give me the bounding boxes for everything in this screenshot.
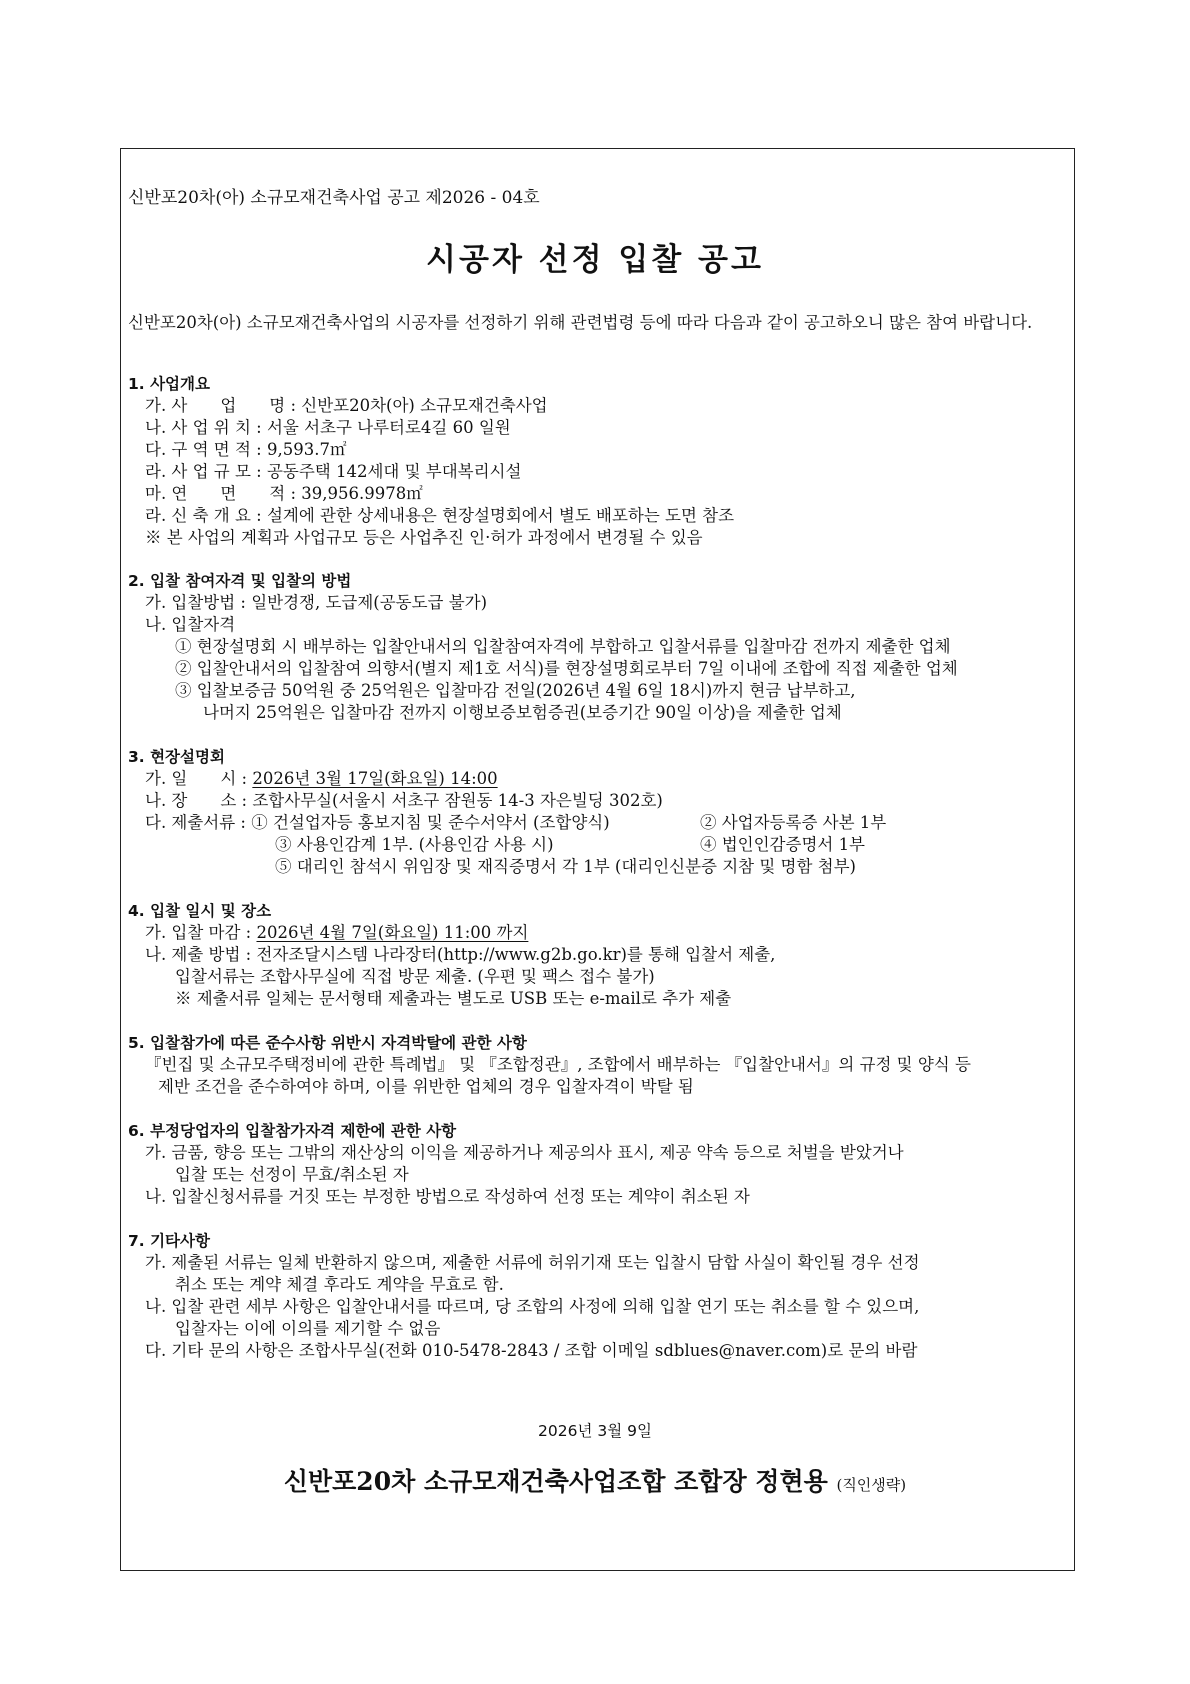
section-1-heading: 1. 사업개요	[128, 375, 210, 393]
s3-line-4a: ③ 사용인감계 1부. (사용인감 사용 시)	[275, 835, 554, 854]
s1-line-3: 다. 구 역 면 적 : 9,593.7㎡	[145, 440, 347, 459]
s3-datetime-value: 2026년 3월 17일(화요일) 14:00	[252, 769, 498, 788]
s5-line-1: 『빈집 및 소규모주택정비에 관한 특례법』 및 『조합정관』, 조합에서 배부하는 『입찰안내서』의 규정 및 양식 등	[145, 1055, 971, 1074]
s6-line-1: 가. 금품, 향응 또는 그밖의 재산상의 이익을 제공하거나 제공의사 표시, 제공 약속 등으로 처벌을 받았거나	[145, 1143, 904, 1162]
section-4-heading: 4. 입찰 일시 및 장소	[128, 902, 272, 920]
s3-line-1	[145, 768, 498, 790]
s1-line-1: 가. 사 업 명 : 신반포20차(아) 소규모재건축사업	[145, 396, 548, 415]
section-6-heading: 6. 부정당업자의 입찰참가자격 제한에 관한 사항	[128, 1122, 457, 1140]
s3-line-2: 나. 장 소 : 조합사무실(서울시 서초구 잠원동 14-3 자은빌딩 302호)	[145, 791, 663, 810]
s6-line-3: 나. 입찰신청서류를 거짓 또는 부정한 방법으로 작성하여 선정 또는 계약이 취소된 자	[145, 1187, 750, 1206]
s3-line-4b: ④ 법인인감증명서 1부	[700, 835, 865, 854]
signature-text: 신반포20차 소규모재건축사업조합 조합장 정현용	[283, 1467, 828, 1496]
s4-line-4: ※ 제출서류 일체는 문서형태 제출과는 별도로 USB 또는 e-mail로 추가 제출	[175, 989, 732, 1008]
s1-note: ※ 본 사업의 계획과 사업규모 등은 사업추진 인·허가 과정에서 변경될 수 있음	[145, 528, 703, 547]
signature-line	[0, 1465, 1190, 1502]
s6-line-2: 입찰 또는 선정이 무효/취소된 자	[175, 1165, 409, 1184]
s3-datetime-label: 가. 일 시 :	[145, 769, 253, 788]
s1-line-5: 마. 연 면 적 : 39,956.9978㎡	[145, 484, 423, 503]
page-title: 시공자 선정 입찰 공고	[426, 242, 764, 278]
s7-line-2: 취소 또는 계약 체결 후라도 계약을 무효로 함.	[175, 1275, 504, 1294]
s1-line-6: 라. 신 축 개 요 : 설계에 관한 상세내용은 현장설명회에서 별도 배포하는 도면 참조	[145, 506, 735, 525]
s1-line-2: 나. 사 업 위 치 : 서울 서초구 나루터로4길 60 일원	[145, 418, 511, 437]
s4-line-3: 입찰서류는 조합사무실에 직접 방문 제출. (우편 및 팩스 접수 불가)	[175, 967, 655, 986]
seal-note: (직인생략)	[836, 1476, 907, 1494]
section-3-heading: 3. 현장설명회	[128, 748, 225, 766]
s3-line-3a: 다. 제출서류 : ① 건설업자등 홍보지침 및 준수서약서 (조합양식)	[145, 813, 610, 832]
s1-line-4: 라. 사 업 규 모 : 공동주택 142세대 및 부대복리시설	[145, 462, 522, 481]
s2-line-2: 나. 입찰자격	[145, 615, 236, 634]
s4-line-1	[145, 922, 528, 944]
intro-paragraph: 신반포20차(아) 소규모재건축사업의 시공자를 선정하기 위해 관련법령 등에 따라 다음과 같이 공고하오니 많은 참여 바랍니다.	[128, 313, 1033, 332]
s2-line-6: 나머지 25억원은 입찰마감 전까지 이행보증보험증권(보증기간 90일 이상)을 제출한 업체	[203, 703, 842, 722]
s7-line-3: 나. 입찰 관련 세부 사항은 입찰안내서를 따르며, 당 조합의 사정에 의해 입찰 연기 또는 취소를 할 수 있으며,	[145, 1297, 920, 1316]
s2-line-3: ① 현장설명회 시 배부하는 입찰안내서의 입찰참여자격에 부합하고 입찰서류를 입찰마감 전까지 제출한 업체	[175, 637, 951, 656]
s7-line-1: 가. 제출된 서류는 일체 반환하지 않으며, 제출한 서류에 허위기재 또는 입찰시 담합 사실이 확인될 경우 선정	[145, 1253, 920, 1272]
s7-line-5: 다. 기타 문의 사항은 조합사무실(전화 010-5478-2843 / 조합 이메일 sdblues@naver.com)로 문의 바람	[145, 1341, 918, 1360]
s5-line-2: 제반 조건을 준수하여야 하며, 이를 위반한 업체의 경우 입찰자격이 박탈 됨	[158, 1077, 694, 1096]
section-5-heading: 5. 입찰참가에 따른 준수사항 위반시 자격박탈에 관한 사항	[128, 1034, 527, 1052]
section-7-heading: 7. 기타사항	[128, 1232, 210, 1250]
s4-deadline-value: 2026년 4월 7일(화요일) 11:00 까지	[256, 923, 529, 942]
s2-line-5: ③ 입찰보증금 50억원 중 25억원은 입찰마감 전일(2026년 4월 6일 18시)까지 현금 납부하고,	[175, 681, 856, 700]
s4-line-2: 나. 제출 방법 : 전자조달시스템 나라장터(http://www.g2b.go.kr)를 통해 입찰서 제출,	[145, 945, 776, 964]
s7-line-4: 입찰자는 이에 이의를 제기할 수 없음	[175, 1319, 441, 1338]
s2-line-1: 가. 입찰방법 : 일반경쟁, 도급제(공동도급 불가)	[145, 593, 488, 612]
section-2-heading: 2. 입찰 참여자격 및 입찰의 방법	[128, 572, 352, 590]
notice-number: 신반포20차(아) 소규모재건축사업 공고 제2026 - 04호	[128, 188, 540, 208]
s3-line-5: ⑤ 대리인 참석시 위임장 및 재직증명서 각 1부 (대리인신분증 지참 및 명함 첨부)	[275, 857, 856, 876]
s3-line-3b: ② 사업자등록증 사본 1부	[700, 813, 887, 832]
s4-deadline-label: 가. 입찰 마감 :	[145, 923, 257, 942]
announcement-date: 2026년 3월 9일	[538, 1422, 652, 1440]
s2-line-4: ② 입찰안내서의 입찰참여 의향서(별지 제1호 서식)를 현장설명회로부터 7일 이내에 조합에 직접 제출한 업체	[175, 659, 958, 678]
